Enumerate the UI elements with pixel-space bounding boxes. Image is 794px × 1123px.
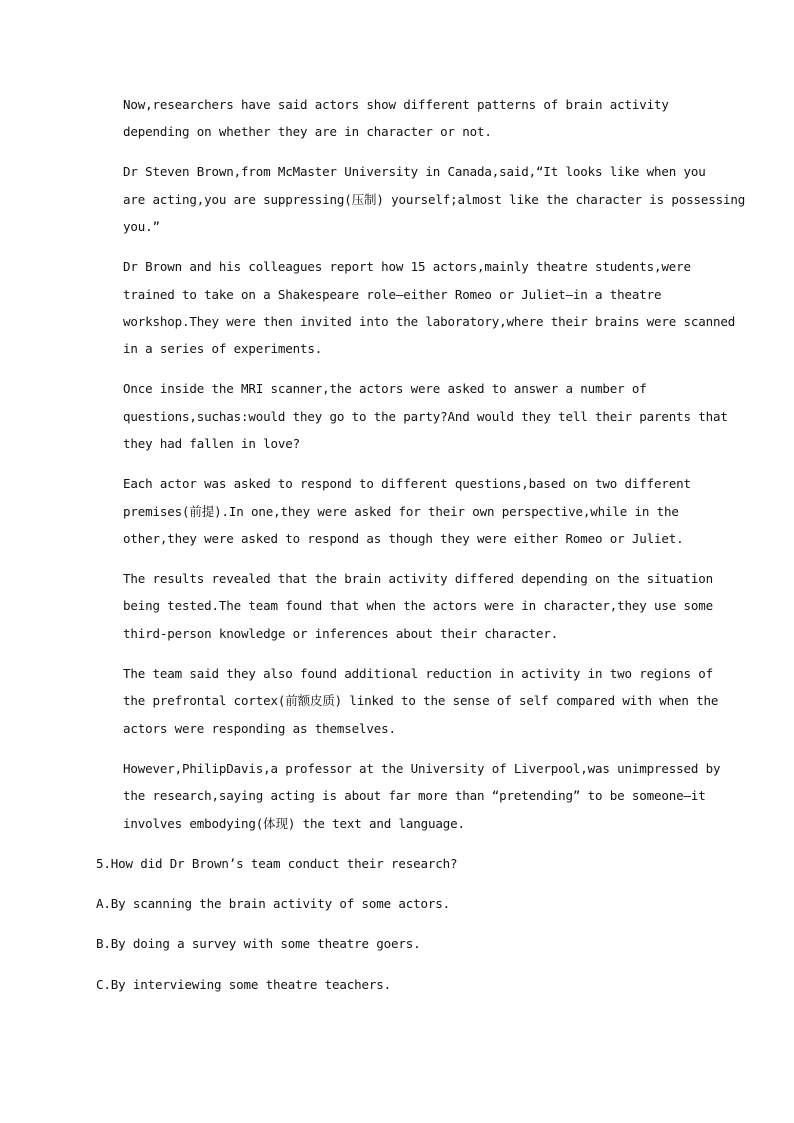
- paragraph-line: other,they were asked to respond as though they were either Romeo or Juliet.: [123, 531, 684, 547]
- paragraph-line: the prefrontal cortex(前额皮质) linked to the sense of self compared with when the: [123, 693, 719, 709]
- paragraph-line: actors were responding as themselves.: [123, 720, 396, 736]
- paragraph-line: Once inside the MRI scanner,the actors were asked to answer a number of: [123, 381, 647, 397]
- paragraph-line: you.”: [123, 219, 160, 235]
- paragraph-line: they had fallen in love?: [123, 436, 301, 452]
- article-paragraph: [96, 660, 719, 742]
- article-paragraph: [96, 253, 736, 363]
- paragraph-line: Dr Brown and his colleagues report how 15 actors,mainly theatre students,were: [123, 259, 691, 275]
- paragraph-line: trained to take on a Shakespeare role—either Romeo or Juliet—in a theatre: [123, 286, 662, 302]
- paragraph-line: However,PhilipDavis,a professor at the University of Liverpool,was unimpressed by: [123, 760, 721, 776]
- article-paragraph: [96, 755, 721, 837]
- paragraph-line: workshop.They were then invited into the laboratory,where their brains were scanned: [123, 314, 736, 330]
- article-paragraph: [96, 158, 746, 240]
- paragraph-line: are acting,you are suppressing(压制) yourself;almost like the character is possessing: [123, 191, 746, 207]
- paragraph-line: third-person knowledge or inferences about their character.: [123, 625, 559, 641]
- paragraph-line: Each actor was asked to respond to different questions,based on two different: [123, 476, 691, 492]
- paragraph-line: involves embodying(体现) the text and language.: [123, 815, 465, 831]
- answer-option-a: A.By scanning the brain activity of some actors.: [96, 895, 451, 911]
- article-paragraph: [96, 375, 728, 457]
- paragraph-line: Now,researchers have said actors show different patterns of brain activity: [123, 97, 669, 112]
- article-paragraph: [96, 470, 696, 552]
- paragraph-line: questions,suchas:would they go to the party?And would they tell their parents that: [123, 408, 728, 424]
- article-paragraph: [96, 91, 696, 146]
- paragraph-line: Dr Steven Brown,from McMaster University in Canada,said,“It looks like when you: [123, 164, 706, 180]
- answer-option-b: B.By doing a survey with some theatre goers.: [96, 936, 421, 952]
- answer-option-c: C.By interviewing some theatre teachers.: [96, 976, 392, 992]
- article-paragraph: [96, 565, 714, 647]
- paragraph-line: in a series of experiments.: [123, 341, 323, 357]
- paragraph-line: the research,saying acting is about far more than “pretending” to be someone—it: [123, 788, 706, 804]
- paragraph-line: The results revealed that the brain activity differed depending on the situation: [123, 571, 714, 587]
- paragraph-line: The team said they also found additional reduction in activity in two regions of: [123, 665, 714, 681]
- paragraph-line: depending on whether they are in character or not.: [123, 124, 492, 140]
- paragraph-line: premises(前提).In one,they were asked for their own perspective,while in the: [123, 503, 679, 519]
- paragraph-line: being tested.The team found that when the actors were in character,they use some: [123, 598, 714, 614]
- question-text: 5.How did Dr Brown’s team conduct their research?: [96, 855, 458, 871]
- article-body: [96, 91, 746, 1011]
